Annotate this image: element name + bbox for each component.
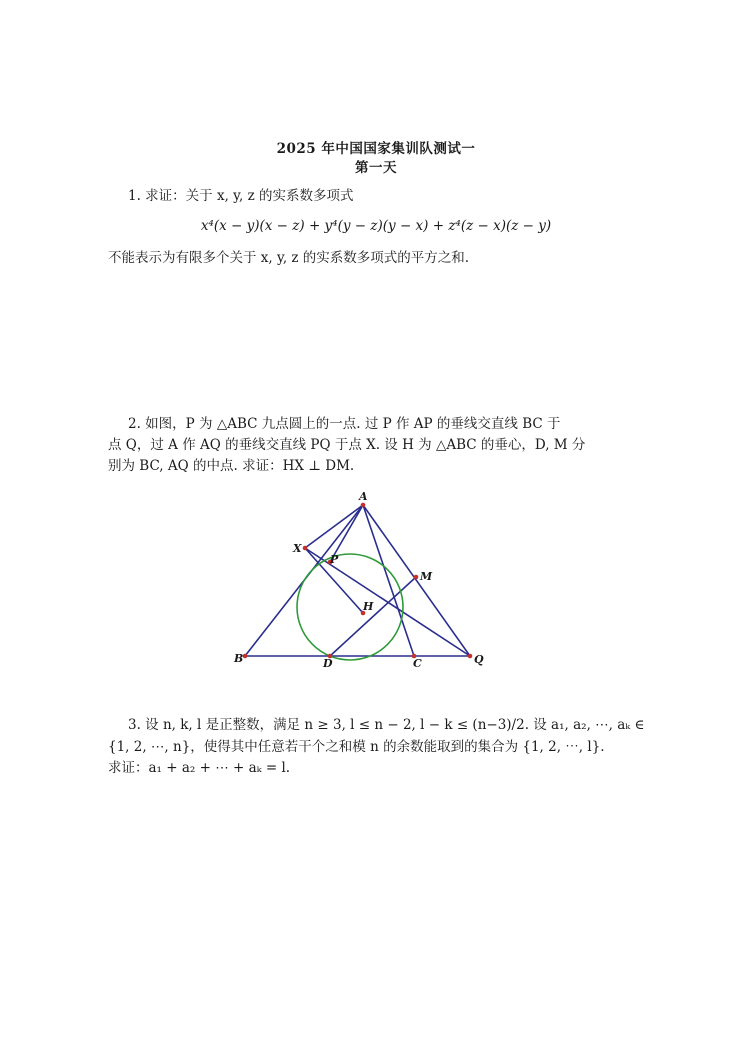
label-D: D [323,657,333,670]
problem1-formula: x⁴(x − y)(x − z) + y⁴(y − z)(y − x) + z⁴(z − x)(z − y) [200,218,552,234]
geometry-figure [228,490,498,675]
exam-title: 2025 年中国国家集训队测试一 [276,141,476,157]
problem3-line1: 3. 设 n, k, l 是正整数，满足 n ≥ 3, l ≤ n − 2, l − k ≤ (n−3)/2. 设 a₁, a₂, ⋯, aₖ ∈ [128,717,645,733]
label-A: A [359,490,368,503]
nine-point-circle [297,554,403,660]
exam-subtitle-day: 第一天 [355,160,397,176]
point-Q [468,654,473,659]
label-H: H [363,600,374,613]
segment-DM [330,577,416,656]
point-A [361,503,366,508]
segment-AQ [363,505,470,656]
segment-AC [363,505,414,656]
problem2-line3: 别为 BC, AQ 的中点. 求证：HX ⊥ DM. [108,458,355,474]
label-B: B [234,652,244,665]
label-P: P [330,553,339,566]
point-X [303,546,308,551]
problem3-line2: {1, 2, ⋯, n}，使得其中任意若干个之和模 n 的余数能取到的集合为 {1, 2, ⋯, l}. [108,739,605,755]
problem1-intro: 1. 求证：关于 x, y, z 的实系数多项式 [128,188,354,204]
point-B [243,654,248,659]
point-M [414,575,419,580]
problem2-line1: 2. 如图，P 为 △ABC 九点圆上的一点. 过 P 作 AP 的垂线交直线 BC 于 [128,416,561,432]
problem1-conclusion: 不能表示为有限多个关于 x, y, z 的实系数多项式的平方之和. [108,250,470,266]
problem2-line2: 点 Q，过 A 作 AQ 的垂线交直线 PQ 于点 X. 设 H 为 △ABC 的垂心，D, M 分 [108,437,586,453]
problem3-line3: 求证：a₁ + a₂ + ⋯ + aₖ = l. [108,760,291,776]
figure-lines [245,505,470,656]
label-Q: Q [474,653,484,666]
label-C: C [413,657,422,670]
label-M: M [420,570,433,583]
label-X: X [293,542,302,555]
